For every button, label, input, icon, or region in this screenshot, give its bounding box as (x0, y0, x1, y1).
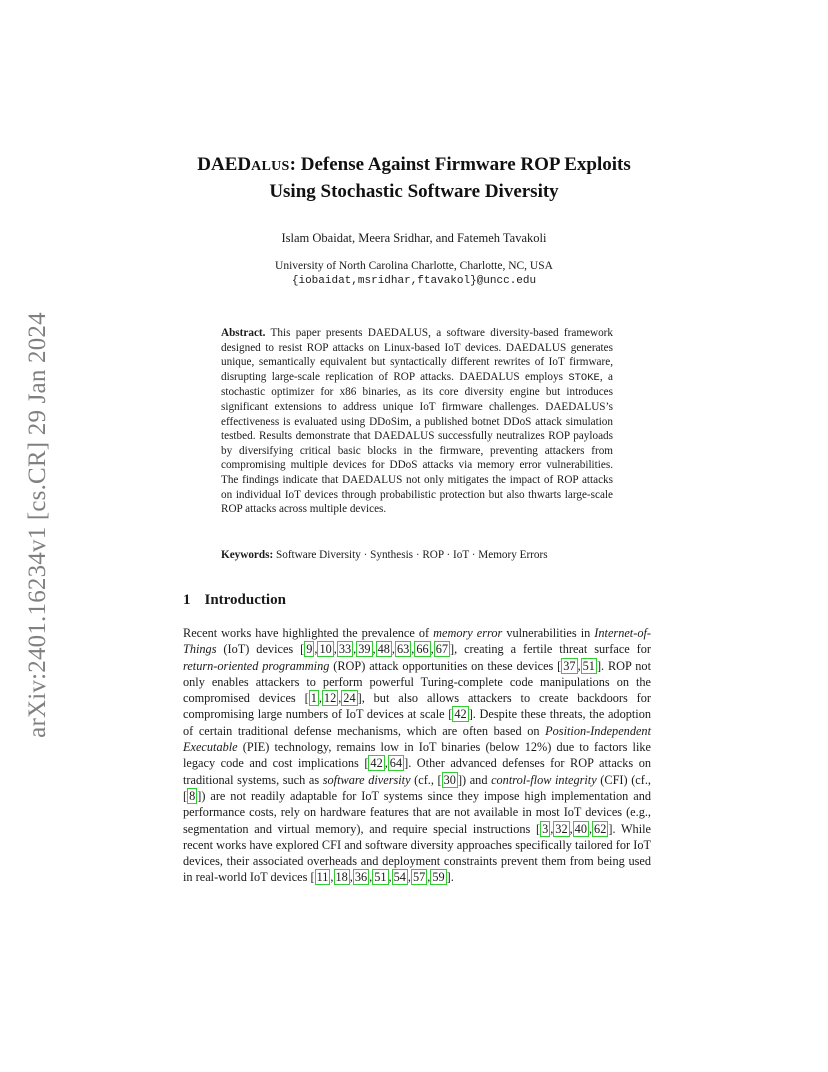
citation-separator: , (391, 642, 395, 657)
citation-link[interactable]: 42 (454, 707, 467, 722)
citation-group (315, 869, 447, 885)
citation-separator: , (430, 642, 434, 657)
author-list: Islam Obaidat, Meera Sridhar, and Fatemeh Tavakoli (281, 231, 547, 245)
citation-separator: , (333, 642, 337, 657)
keywords (221, 549, 613, 561)
citation-separator: , (318, 691, 322, 706)
citation-group (452, 706, 468, 722)
citation-link[interactable]: 30 (443, 772, 456, 787)
citation-link[interactable]: 32 (555, 821, 568, 836)
citation-link[interactable]: 48 (377, 642, 390, 657)
citation-separator: , (353, 642, 357, 657)
citation-link[interactable]: 64 (389, 756, 403, 771)
citation-link[interactable]: 40 (574, 821, 587, 836)
citation-link[interactable]: 11 (316, 870, 329, 885)
citation-group (442, 772, 458, 788)
citation-group (309, 690, 358, 706)
citation-link[interactable]: 10 (319, 642, 332, 657)
citation-link[interactable]: 8 (189, 788, 196, 803)
abstract-label: Abstract. (221, 327, 266, 339)
citation-separator: , (550, 821, 554, 836)
author-emails[interactable]: {iobaidat,msridhar,ftavakol}@uncc.edu (291, 275, 537, 287)
system-name: DAEDALUS (367, 327, 429, 339)
citation-separator: , (407, 870, 411, 885)
section-heading (183, 592, 286, 609)
citation-separator: , (427, 870, 431, 885)
system-name: DAEDALUS (374, 430, 435, 443)
keywords-list: Software Diversity · Synthesis · ROP · IoT · Memory Errors (273, 549, 548, 561)
citation-link[interactable]: 63 (396, 642, 410, 657)
citation-group (187, 788, 197, 804)
citation-link[interactable]: 33 (338, 642, 352, 657)
citation-separator: , (330, 870, 334, 885)
citation-group (561, 658, 597, 674)
citation-link[interactable]: 51 (374, 870, 387, 885)
system-name: DAEDALUS (459, 370, 520, 383)
citation-separator: , (569, 821, 573, 836)
system-name: DAEDALUS (505, 341, 567, 354)
system-name: DAEDALUS (545, 400, 606, 413)
citation-link[interactable]: 67 (435, 642, 448, 657)
section-title: Introduction (204, 592, 286, 608)
citation-link[interactable]: 37 (563, 658, 576, 673)
title-line-1: DAEDALUS: Defense Against Firmware ROP Exploits (197, 154, 631, 175)
citation-group (368, 755, 404, 771)
citation-link[interactable]: 51 (582, 658, 595, 673)
citation-link[interactable]: 24 (343, 691, 356, 706)
citation-separator: , (588, 821, 593, 836)
system-name: DAEDALUS (342, 473, 403, 486)
citation-separator: , (372, 642, 376, 657)
citation-link[interactable]: 42 (370, 756, 383, 771)
citation-link[interactable]: 62 (594, 821, 607, 836)
citation-group (304, 641, 450, 657)
citation-link[interactable]: 36 (354, 870, 368, 885)
citation-separator: , (577, 658, 581, 673)
citation-link[interactable]: 54 (393, 870, 406, 885)
citation-link[interactable]: 9 (306, 642, 313, 657)
citation-separator: , (369, 870, 373, 885)
citation-link[interactable]: 57 (413, 870, 426, 885)
arxiv-identifier: arXiv:2401.16234v1 [cs.CR] 29 Jan 2024 (24, 312, 51, 738)
citation-separator: , (388, 870, 392, 885)
affiliation-block (150, 259, 678, 289)
citation-group (540, 821, 608, 837)
title-line-2: Using Stochastic Software Diversity (269, 181, 559, 202)
keywords-label: Keywords: (221, 549, 274, 561)
citation-separator: , (349, 870, 353, 885)
abstract: Abstract. This paper presents DAEDALUS, a software diversity-based framework designed to resist ROP attacks on Linux-based IoT devices. DAEDALUS generates unique, semantically equivalent but syntactically different rewrites of IoT firmware, disrupting large-scale replication of ROP attacks. DAEDALUS employs STOKE, a stochastic optimizer for x86 binaries, as its core diversity engine but introduces significant extensions to address unique IoT firmware challenges. DAEDALUS’s effectiveness is evaluated using DDoSim, a published botnet DDoS attack simulation testbed. Results demonstrate that DAEDALUS successfully neutralizes ROP payloads by diversifying critical basic blocks in the firmware, preventing attackers from compromising multiple devices for DDoS attacks via memory error vulnerabilities. The findings indicate that DAEDALUS not only mitigates the impact of ROP attacks on individual IoT devices through probabilistic protection but also thwarts large-scale ROP attacks across multiple devices. (221, 327, 614, 516)
citation-separator: , (411, 642, 415, 657)
affiliation: University of North Carolina Charlotte, Charlotte, NC, USA (275, 260, 553, 272)
citation-link[interactable]: 12 (323, 691, 337, 706)
citation-link[interactable]: 18 (335, 870, 348, 885)
citation-separator: , (384, 756, 388, 771)
paper-title (150, 152, 678, 204)
citation-link[interactable]: 59 (432, 870, 445, 885)
citation-link[interactable]: 39 (358, 642, 371, 657)
tool-name: STOKE (568, 371, 600, 384)
citation-link[interactable]: 66 (416, 642, 429, 657)
intro-paragraph: Recent works have highlighted the prevalence of memory error vulnerabilities in Internet-of-Things (IoT) devices [ 9 , 10 , 33 , 39 , 48 , 63 , 66 , 67 ], creating a fertile threat surface for return-oriented programming (ROP) attack opportunities on these devices [ 37 , 51 ]. ROP not only enables attackers to perform powerful Turing-complete code manipulations on the compromised devices [ 1 , 12 , 24 ], but also allows attackers to create backdoors for compromising large numbers of IoT devices at scale [ 42 ]. Despite these threats, the adoption of certain traditional defense mechanisms, which are often based on Position-Independent Executable (PIE) technology, remains low in IoT binaries (below 12%) due to factors like legacy code and cost implications [ 42 , 64 ]. Other advanced defenses for ROP attacks on traditional systems, such as software diversity (cf., [ 30 ]) and control-flow integrity (CFI) (cf., [ 8 ]) are not readily adaptable for IoT systems since they impose high implementation and performance costs, rely on hardware features that are not available in most IoT devices (e.g., segmentation and virtual memory), and require special instructions [ 3 , 32 , 40 , 62 ]. While recent works have explored CFI and software diversity approaches specifically tailored for IoT devices, their associated overheads and deployment constraints prevent them from being used in real-world IoT devices [ 11 , 18 , 36 , 51 , 54 , 57 , 59 ]. (183, 626, 652, 885)
citation-separator: , (314, 642, 318, 657)
section-number: 1 (183, 592, 191, 608)
arxiv-side-stamp (18, 290, 58, 760)
citation-separator: , (338, 691, 342, 706)
citation-link[interactable]: 1 (310, 691, 317, 706)
citation-link[interactable]: 3 (542, 821, 549, 836)
